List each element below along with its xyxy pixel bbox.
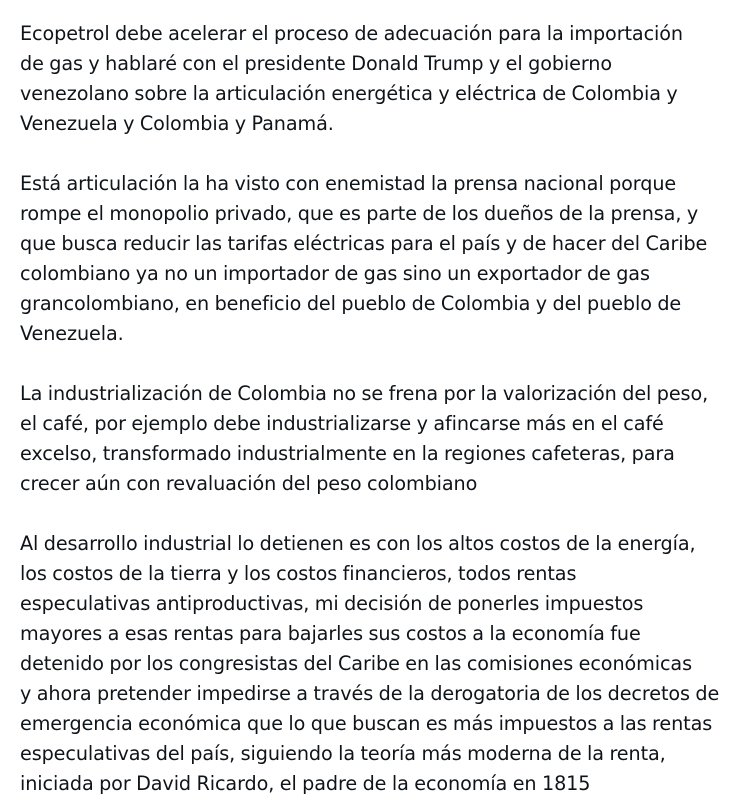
text-line: mayores a esas rentas para bajarles sus costos a la economía fue [20, 622, 641, 645]
text-line: excelso, transformado industrialmente en la regiones cafeteras, para [20, 442, 675, 465]
paragraph-4 [20, 529, 735, 799]
text-line: La industrialización de Colombia no se frena por la valorización del peso, [20, 382, 709, 405]
text-line: Al desarrollo industrial lo detienen es con los altos costos de la energía, [20, 532, 696, 555]
text-line: crecer aún con revaluación del peso colombiano [20, 472, 478, 495]
text-line: rompe el monopolio privado, que es parte de los dueños de la prensa, y [20, 202, 699, 225]
text-line: grancolombiano, en beneficio del pueblo de Colombia y del pueblo de [20, 292, 682, 315]
text-line: iniciada por David Ricardo, el padre de la economía en 1815 [20, 772, 591, 795]
paragraph-spacer [20, 139, 735, 169]
post-text [20, 19, 735, 799]
text-line: el café, por ejemplo debe industrializarse y afincarse más en el café [20, 412, 664, 435]
text-line: especulativas del país, siguiendo la teoría más moderna de la renta, [20, 742, 666, 765]
text-line: de gas y hablaré con el presidente Donald Trump y el gobierno [20, 52, 612, 75]
text-line: especulativas antiproductivas, mi decisión de ponerles impuestos [20, 592, 644, 615]
text-line: los costos de la tierra y los costos financieros, todos rentas [20, 562, 577, 585]
text-line: Está articulación la ha visto con enemistad la prensa nacional porque [20, 172, 677, 195]
text-line: emergencia económica que lo que buscan es más impuestos a las rentas [20, 712, 713, 735]
paragraph-spacer [20, 349, 735, 379]
text-line: Venezuela y Colombia y Panamá. [20, 112, 334, 135]
text-line: colombiano ya no un importador de gas sino un exportador de gas [20, 262, 650, 285]
text-line: y ahora pretender impedirse a través de la derogatoria de los decretos de [20, 682, 720, 705]
paragraph-2 [20, 169, 735, 349]
paragraph-3 [20, 379, 735, 499]
text-line: Ecopetrol debe acelerar el proceso de adecuación para la importación [20, 22, 683, 45]
text-line: que busca reducir las tarifas eléctricas para el país y de hacer del Caribe [20, 232, 708, 255]
text-line: detenido por los congresistas del Caribe en las comisiones económicas [20, 652, 692, 675]
paragraph-1 [20, 19, 735, 139]
text-line: Venezuela. [20, 322, 124, 345]
paragraph-spacer [20, 499, 735, 529]
text-line: venezolano sobre la articulación energética y eléctrica de Colombia y [20, 82, 678, 105]
